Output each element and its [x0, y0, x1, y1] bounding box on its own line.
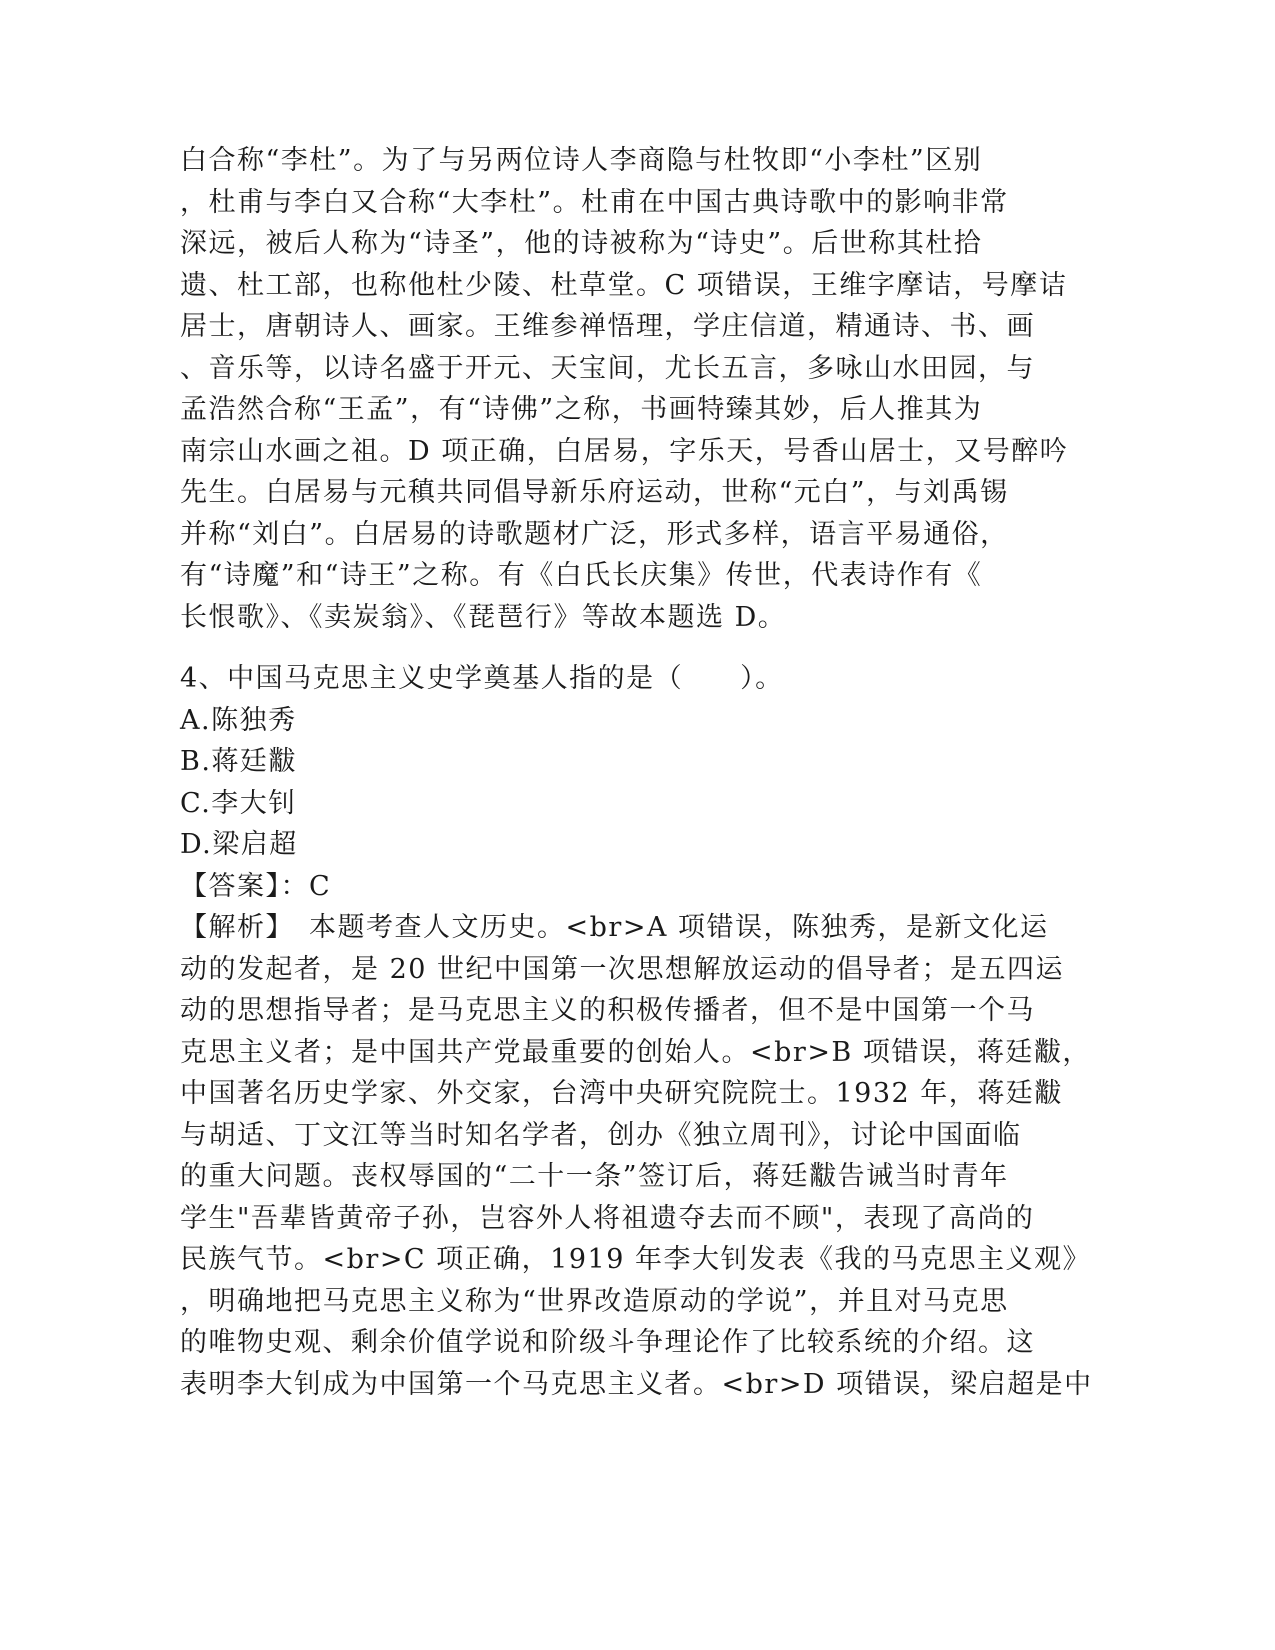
text-line: 表明李大钊成为中国第一个马克思主义者。<br>D 项错误，梁启超是中	[180, 1368, 1093, 1400]
option-d: D.梁启超	[180, 829, 298, 860]
text-line: 并称“刘白”。白居易的诗歌题材广泛，形式多样，语言平易通俗，	[180, 518, 1009, 550]
text-line: ，明确地把马克思主义称为“世界改造原动的学说”，并且对马克思	[180, 1285, 1009, 1317]
text-line: 与胡适、丁文江等当时知名学者，创办《独立周刊》，讨论中国面临	[180, 1119, 1022, 1151]
text-line: 的唯物史观、剩余价值学说和阶级斗争理论作了比较系统的介绍。这	[180, 1327, 1035, 1358]
text-line: 动的思想指导者；是马克思主义的积极传播者，但不是中国第一个马	[180, 995, 1035, 1026]
text-line: 孟浩然合称“王孟”，有“诗佛”之称，书画特臻其妙，后人推其为	[180, 394, 983, 425]
answer-line: 【答案】：C	[180, 870, 332, 902]
text-line: 中国著名历史学家、外交家，台湾中央研究院院士。1932 年，蒋廷黻	[180, 1078, 1063, 1109]
text-line: 有“诗魔”和“诗王”之称。有《白氏长庆集》传世，代表诗作有《	[180, 560, 983, 591]
text-line: 遗、杜工部，也称他杜少陵、杜草堂。C 项错误，王维字摩诘，号摩诘	[180, 269, 1068, 301]
document-page	[180, 140, 1093, 1405]
text-line: 先生。白居易与元稹共同倡导新乐府运动，世称“元白”，与刘禹锡	[180, 477, 1009, 508]
text-line: ，杜甫与李白又合称“大李杜”。杜甫在中国古典诗歌中的影响非常	[180, 186, 1009, 218]
text-line: 南宗山水画之祖。D 项正确，白居易，字乐天，号香山居士，又号醉吟	[180, 435, 1069, 467]
text-line: 居士，唐朝诗人、画家。王维参禅悟理，学庄信道，精通诗、书、画	[180, 311, 1035, 342]
text-line: 深远，被后人称为“诗圣”，他的诗被称为“诗史”。后世称其杜拾	[180, 228, 983, 259]
text-line: 长恨歌》、《卖炭翁》、《琵琶行》等故本题选 D。	[180, 601, 787, 633]
text-line: 白合称“李杜”。为了与另两位诗人李商隐与杜牧即“小李杜”区别	[180, 145, 983, 176]
question-block	[180, 658, 1093, 1405]
text-line: 【解析】 本题考查人文历史。<br>A 项错误，陈独秀，是新文化运	[180, 912, 1049, 943]
text-line: 克思主义者；是中国共产党最重要的创始人。<br>B 项错误，蒋廷黻，	[180, 1036, 1091, 1068]
text-line: 学生"吾辈皆黄帝子孙，岂容外人将祖遗夺去而不顾"，表现了高尚的	[180, 1202, 1035, 1234]
text-line: 的重大问题。丧权辱国的“二十一条”签订后，蒋廷黻告诫当时青年	[180, 1161, 1009, 1192]
option-c: C.李大钊	[180, 787, 297, 819]
text-line: 民族气节。<br>C 项正确，1919 年李大钊发表《我的马克思主义观》	[180, 1244, 1091, 1275]
text-line: 、音乐等，以诗名盛于开元、天宝间，尤长五言，多咏山水田园，与	[180, 352, 1035, 384]
text-line: 动的发起者，是 20 世纪中国第一次思想解放运动的倡导者；是五四运	[180, 953, 1065, 985]
explanation	[180, 907, 1093, 1405]
option-a: A.陈独秀	[180, 704, 297, 736]
option-b: B.蒋廷黻	[180, 746, 297, 777]
previous-explanation	[180, 140, 1069, 638]
question-stem: 4、中国马克思主义史学奠基人指的是（ ）。	[180, 663, 784, 694]
section-gap	[180, 638, 1050, 658]
